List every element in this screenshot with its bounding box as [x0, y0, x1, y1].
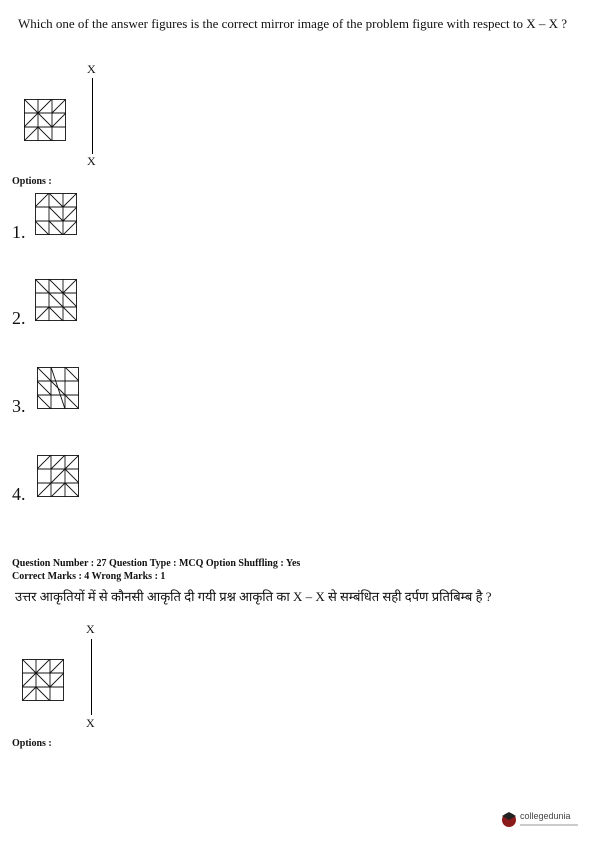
graduation-cap-icon	[500, 810, 518, 828]
axis-2-bottom-label: X	[86, 716, 95, 730]
option-3-figure[interactable]	[37, 367, 79, 409]
axis-bottom-label: X	[87, 154, 96, 168]
question-text: Which one of the answer figures is the correct mirror image of the problem figure with respect to X – X ?	[18, 16, 568, 31]
axis-2-top-label: X	[86, 622, 95, 636]
mirror-axis-line	[92, 78, 93, 154]
options-heading: Options :	[12, 176, 52, 187]
collegedunia-logo	[500, 808, 582, 830]
option-1-figure[interactable]	[35, 193, 77, 235]
mirror-axis-2-line	[91, 639, 92, 715]
hindi-question-text: उत्तर आकृतियों में से कौनसी आकृति दी गयी प्रश्न आकृति का X – X से सम्बंधित सही दर्पण प्रतिबिम्ब है ?	[15, 589, 492, 604]
axis-top-label: X	[87, 62, 96, 76]
logo-text: collegedunia	[520, 811, 571, 821]
question-meta-line-2: Correct Marks : 4 Wrong Marks : 1	[12, 571, 166, 582]
logo-tagline-line	[520, 824, 578, 826]
option-2-figure[interactable]	[35, 279, 77, 321]
problem-figure-2	[22, 659, 64, 701]
option-3-number[interactable]: 3.	[12, 396, 26, 416]
option-4-figure[interactable]	[37, 455, 79, 497]
option-1-number[interactable]: 1.	[12, 222, 26, 242]
question-meta-line-1: Question Number : 27 Question Type : MCQ Option Shuffling : Yes	[12, 558, 301, 569]
option-4-number[interactable]: 4.	[12, 484, 26, 504]
options-heading-2: Options :	[12, 738, 52, 749]
option-2-number[interactable]: 2.	[12, 308, 26, 328]
problem-figure	[24, 99, 66, 141]
